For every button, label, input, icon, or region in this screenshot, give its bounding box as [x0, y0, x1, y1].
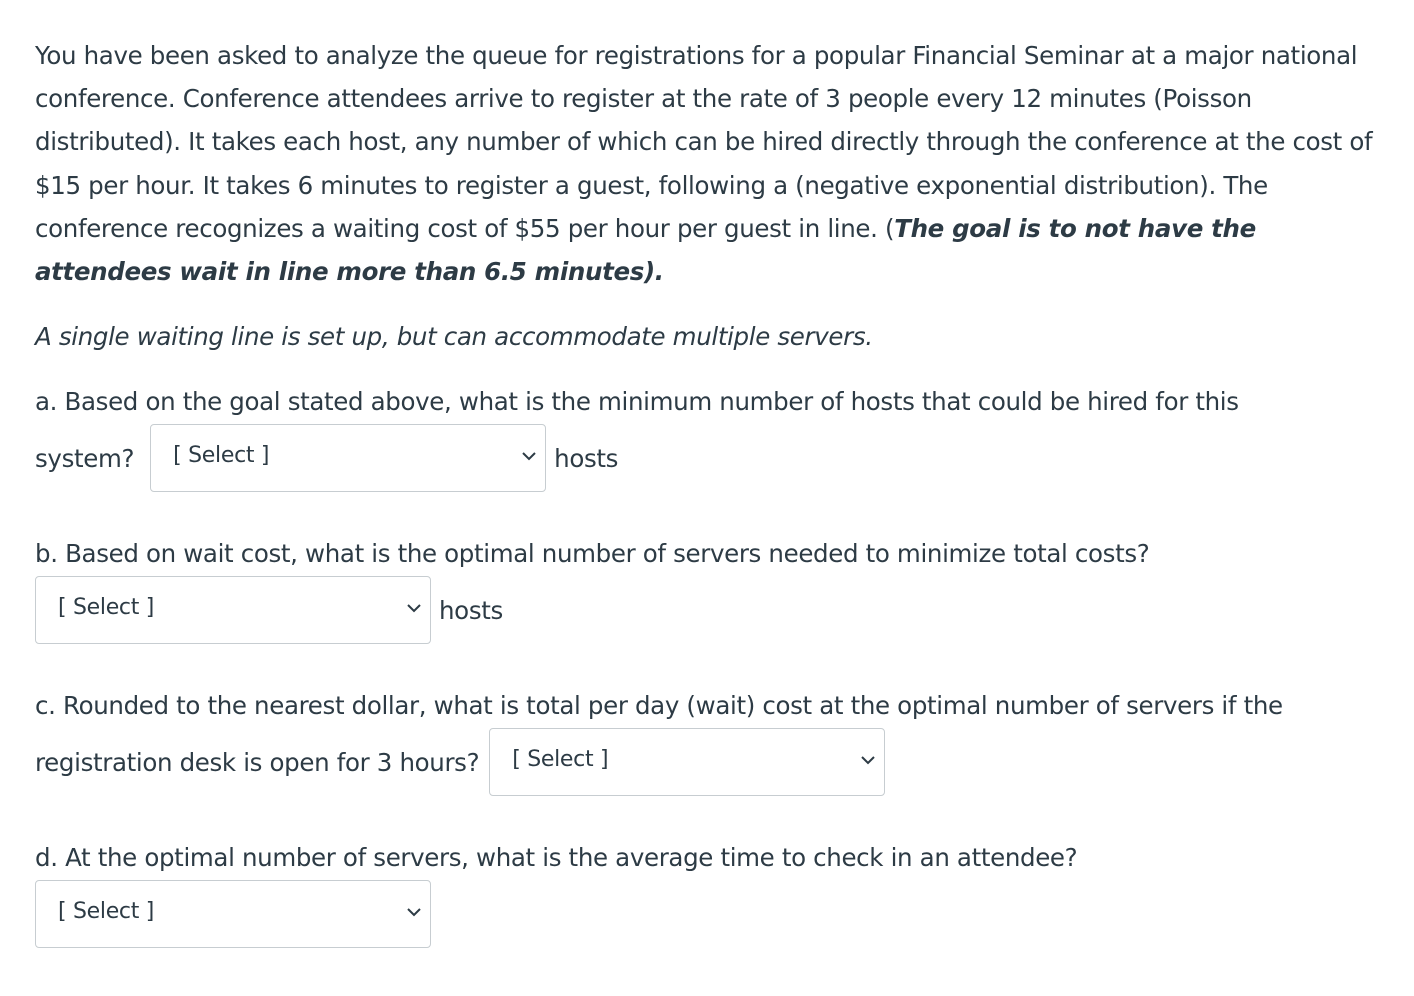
quiz-question [35, 34, 1385, 948]
question-c-line1: c. Rounded to the nearest dollar, what is total per day (wait) cost at the optimal number of servers if the [35, 691, 1283, 721]
question-intro [35, 34, 1385, 293]
question-c-select[interactable] [489, 728, 885, 796]
question-b-text: b. Based on wait cost, what is the optimal number of servers needed to minimize total costs? [35, 539, 1150, 569]
question-a [35, 380, 1385, 492]
question-a-select[interactable] [150, 424, 546, 492]
question-d [35, 836, 1385, 948]
question-b-unit: hosts [439, 595, 503, 625]
question-b-select-value: [ Select ] [58, 595, 155, 621]
question-a-line1: a. Based on the goal stated above, what is the minimum number of hosts that could be hired for this [35, 387, 1239, 417]
intro-text: You have been asked to analyze the queue for registrations for a popular Financial Seminar at a major national conference. Conference attendees arrive to register at the rate of 3 people every 12 minutes (Poisson distributed). It takes each host, any number of which can be hired directly through the conference at the cost of $15 per hour. It takes 6 minutes to register a guest, following a (negative exponential distribution). The conference recognizes a waiting cost of $55 per hour per guest in line. ( [35, 41, 1373, 243]
question-b [35, 532, 1385, 644]
question-a-unit: hosts [554, 443, 619, 473]
question-d-select[interactable] [35, 880, 431, 948]
intro-goal: The goal is to not have the attendees wait in line more than 6.5 minutes). [35, 213, 1256, 287]
chevron-down-icon [406, 603, 422, 613]
question-a-select-value: [ Select ] [173, 443, 270, 469]
question-d-select-value: [ Select ] [58, 899, 155, 925]
question-d-text: d. At the optimal number of servers, what is the average time to check in an attendee? [35, 843, 1078, 873]
chevron-down-icon [860, 755, 876, 765]
question-c-select-value: [ Select ] [512, 747, 609, 773]
question-c-line2: registration desk is open for 3 hours? [35, 747, 480, 777]
question-a-line2: system? [35, 443, 135, 473]
chevron-down-icon [521, 451, 537, 461]
question-b-select[interactable] [35, 576, 431, 644]
setup-note: A single waiting line is set up, but can accommodate multiple servers. [35, 322, 873, 352]
question-c [35, 684, 1385, 796]
chevron-down-icon [406, 907, 422, 917]
